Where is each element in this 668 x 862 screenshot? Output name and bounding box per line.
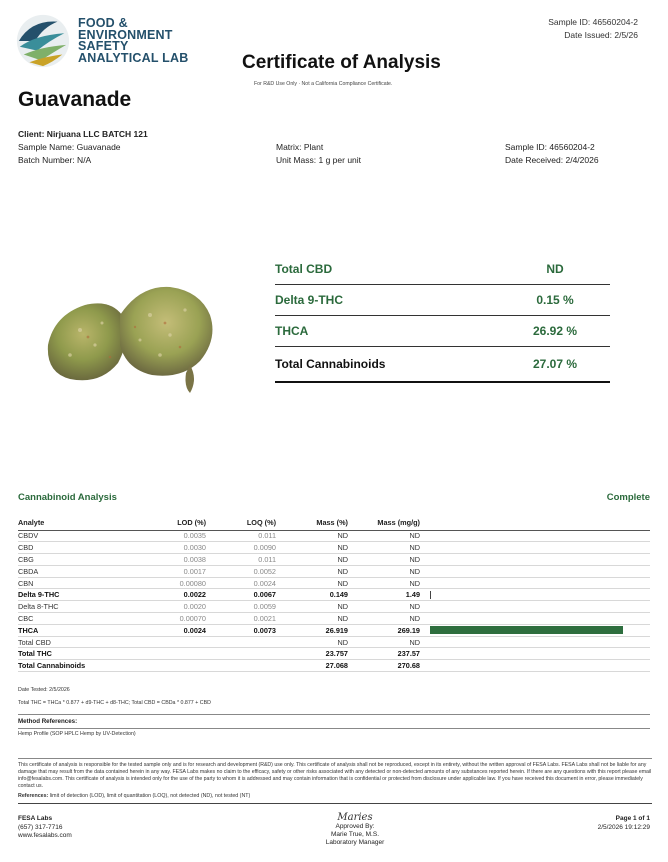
mass-mgg: 270.68: [348, 660, 420, 672]
footer-page-info: [598, 815, 650, 832]
mass-mgg: 1.49: [348, 589, 420, 601]
mass-bar-cell: [420, 530, 650, 542]
summary-row-delta9-thc: Delta 9-THC 0.15 %: [275, 285, 610, 316]
mass-bar-cell: [420, 565, 650, 577]
mass-bar: [430, 591, 431, 599]
batch-number: Batch Number: N/A: [18, 155, 92, 165]
analyte-table: [18, 518, 650, 672]
analyte-name: Delta 9-THC: [18, 589, 158, 601]
analyte-name: CBN: [18, 577, 158, 589]
mass-percent: 27.068: [276, 660, 348, 672]
date-tested: Date Tested: 2/5/2026: [18, 687, 70, 693]
table-row: [18, 530, 650, 542]
summary-row-total-cbd: Total CBD ND: [275, 254, 610, 285]
page-number: Page 1 of 1: [615, 815, 650, 822]
potency-summary: [275, 254, 610, 383]
mass-bar-cell: [420, 577, 650, 589]
method-references-header: Method References:: [18, 714, 650, 729]
analyte-name: CBD: [18, 542, 158, 554]
analyte-name: Total THC: [18, 648, 158, 660]
header-date-issued: Date Issued: 2/5/26: [564, 30, 638, 40]
col-bar: [420, 518, 650, 530]
approved-by-label: Approved By:: [335, 823, 375, 830]
footer-phone[interactable]: (657) 317-7716: [18, 823, 63, 831]
lod-value: [158, 648, 206, 660]
sample-name: Sample Name: Guavanade: [18, 142, 121, 152]
unit-mass: Unit Mass: 1 g per unit: [276, 155, 362, 165]
table-row: [18, 565, 650, 577]
product-name: Guavanade: [18, 88, 132, 111]
cannabinoid-analysis-header: [18, 492, 650, 503]
footer-lab-info: [18, 815, 72, 841]
footer-approval: [300, 812, 410, 847]
table-row: [18, 660, 650, 672]
loq-value: 0.0021: [206, 613, 276, 625]
sample-photo: [40, 275, 245, 400]
mass-mgg: 269.19: [348, 624, 420, 636]
mass-mgg: ND: [348, 601, 420, 613]
signature: Maries: [337, 812, 373, 823]
summary-row-total-cannabinoids: Total Cannabinoids 27.07 %: [275, 347, 610, 383]
table-row: [18, 624, 650, 636]
loq-value: 0.0073: [206, 624, 276, 636]
table-row: [18, 648, 650, 660]
lod-value: 0.0038: [158, 554, 206, 566]
mass-percent: ND: [276, 554, 348, 566]
table-row: [18, 636, 650, 648]
loq-value: [206, 648, 276, 660]
table-header-row: [18, 518, 650, 530]
footer-lab-name: FESA Labs: [18, 815, 53, 822]
client-name: Client: Nirjuana LLC BATCH 121: [18, 129, 148, 139]
mass-mgg: ND: [348, 565, 420, 577]
lod-value: 0.00080: [158, 577, 206, 589]
method-reference-text: Hemp Profile (SOP HPLC Hemp by UV-Detection): [18, 731, 136, 737]
header-sample-id: Sample ID: 46560204-2: [548, 17, 638, 27]
lod-value: 0.0035: [158, 530, 206, 542]
approver-name: Marie True, M.S.: [330, 831, 380, 838]
loq-value: 0.0059: [206, 601, 276, 613]
mass-percent: ND: [276, 636, 348, 648]
fesa-logo: [14, 10, 244, 72]
sample-id: Sample ID: 46560204-2: [505, 142, 595, 152]
loq-value: [206, 636, 276, 648]
footer-timestamp: 2/5/2026 19:12:29: [597, 823, 650, 831]
logo-wordmark: FOOD & ENVIRONMENT SAFETY ANALYTICAL LAB: [78, 16, 189, 65]
table-row: [18, 613, 650, 625]
mass-bar-cell: [420, 589, 650, 601]
summary-row-thca: THCA 26.92 %: [275, 316, 610, 347]
table-row: [18, 589, 650, 601]
mass-mgg: ND: [348, 554, 420, 566]
mass-mgg: ND: [348, 636, 420, 648]
mass-percent: ND: [276, 530, 348, 542]
mass-bar: [430, 626, 623, 634]
analyte-name: CBDA: [18, 565, 158, 577]
analyte-name: CBC: [18, 613, 158, 625]
header-sample-info: [548, 16, 638, 42]
mass-percent: 23.757: [276, 648, 348, 660]
loq-value: 0.0067: [206, 589, 276, 601]
mass-percent: 26.919: [276, 624, 348, 636]
mass-percent: 0.149: [276, 589, 348, 601]
mass-mgg: 237.57: [348, 648, 420, 660]
analyte-name: Total CBD: [18, 636, 158, 648]
analyte-name: CBDV: [18, 530, 158, 542]
lab-logo-icon: [14, 12, 72, 70]
table-row: [18, 542, 650, 554]
matrix: Matrix: Plant: [276, 142, 324, 152]
mass-bar-cell: [420, 636, 650, 648]
mass-mgg: ND: [348, 613, 420, 625]
loq-value: 0.0024: [206, 577, 276, 589]
loq-value: [206, 660, 276, 672]
lod-value: 0.0017: [158, 565, 206, 577]
approver-title: Laboratory Manager: [325, 839, 385, 846]
document-title: Certificate of Analysis: [242, 52, 441, 73]
loq-value: 0.0052: [206, 565, 276, 577]
status-label: Complete: [606, 492, 650, 503]
mass-mgg: ND: [348, 577, 420, 589]
analyte-name: THCA: [18, 624, 158, 636]
mass-bar-cell: [420, 601, 650, 613]
mass-percent: ND: [276, 601, 348, 613]
mass-percent: ND: [276, 577, 348, 589]
mass-percent: ND: [276, 542, 348, 554]
mass-bar-cell: [420, 613, 650, 625]
analyte-name: Delta 8-THC: [18, 601, 158, 613]
lod-value: [158, 636, 206, 648]
col-lod: LOD (%): [158, 518, 206, 530]
col-loq: LOQ (%): [206, 518, 276, 530]
sample-info: [505, 141, 599, 167]
matrix-info: [276, 141, 361, 167]
loq-value: 0.011: [206, 530, 276, 542]
document-subtitle: For R&D Use Only · Not a California Compliance Certificate.: [254, 81, 393, 87]
analyte-name: CBG: [18, 554, 158, 566]
client-info: [18, 128, 148, 167]
mass-bar-cell: [420, 660, 650, 672]
mass-mgg: ND: [348, 542, 420, 554]
lod-value: 0.0024: [158, 624, 206, 636]
date-received: Date Received: 2/4/2026: [505, 155, 599, 165]
table-row: [18, 601, 650, 613]
loq-value: 0.0090: [206, 542, 276, 554]
section-title: Cannabinoid Analysis: [18, 492, 117, 503]
lod-value: 0.0020: [158, 601, 206, 613]
col-analyte: Analyte: [18, 518, 158, 530]
mass-bar-cell: [420, 542, 650, 554]
table-row: [18, 577, 650, 589]
mass-bar-cell: [420, 554, 650, 566]
references: [18, 793, 652, 804]
mass-bar-cell: [420, 648, 650, 660]
total-formula: Total THC = THCa * 0.877 + d9-THC + d8-THC; Total CBD = CBDa * 0.877 + CBD: [18, 700, 211, 706]
lod-value: 0.0022: [158, 589, 206, 601]
col-mass-mgg: Mass (mg/g): [348, 518, 420, 530]
mass-bar-cell: [420, 624, 650, 636]
col-mass-pct: Mass (%): [276, 518, 348, 530]
table-row: [18, 554, 650, 566]
references-text: limit of detection (LOD), limit of quantitation (LOQ), not detected (ND), not tested (NT): [48, 793, 251, 799]
lod-value: 0.0030: [158, 542, 206, 554]
disclaimer-text: This certificate of analysis is responsible for the tested sample only and is for research and development (R&D) use only. This certificate of analysis shall not be reproduced, except in its entirety, without the written approval of FESA Labs. FESA Labs shall not be liable for any damage that may result from the data contained herein in any way. FESA Labs makes no claim to the efficacy, safety or other risks associated with any detected or non-detected amounts of any substances reported herein. If there are any questions with this report please email info@fesalabs.com. This certificate of analysis is intended only for the use of the party to whom it is addressed and may contain information that is confidential or protected from disclosure under applicable law. If you have received this document in error, please immediately contact us.: [18, 758, 652, 790]
mass-mgg: ND: [348, 530, 420, 542]
analyte-name: Total Cannabinoids: [18, 660, 158, 672]
references-label: References:: [18, 793, 49, 799]
mass-percent: ND: [276, 565, 348, 577]
footer-website[interactable]: www.fesalabs.com: [18, 832, 72, 839]
loq-value: 0.011: [206, 554, 276, 566]
lod-value: 0.00070: [158, 613, 206, 625]
mass-percent: ND: [276, 613, 348, 625]
lod-value: [158, 660, 206, 672]
